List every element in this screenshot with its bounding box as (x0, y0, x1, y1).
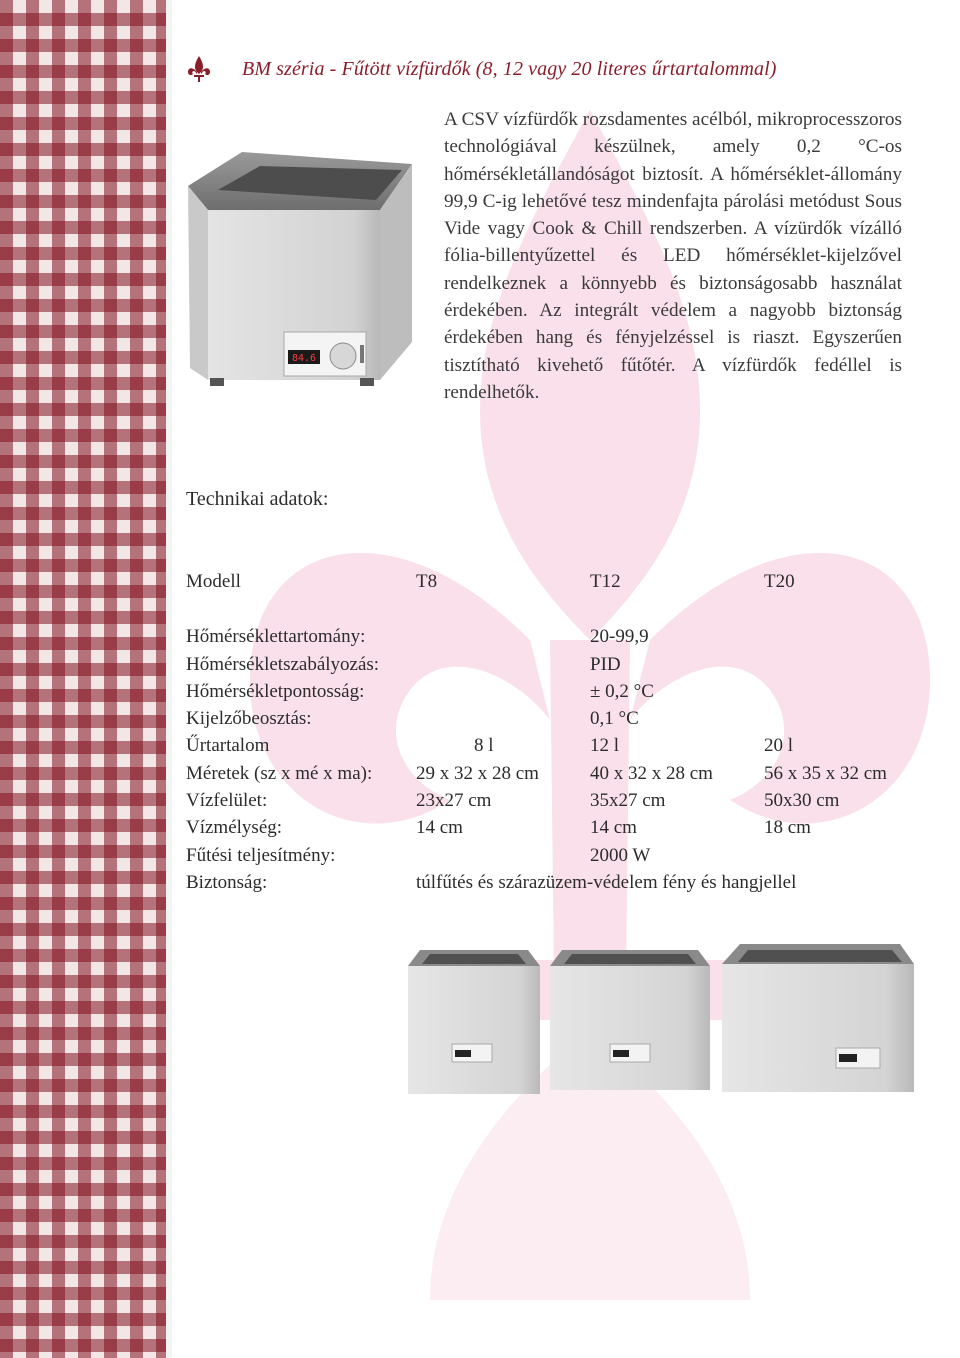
spec-row-temp-control (186, 651, 906, 678)
spec-row-model (186, 568, 906, 595)
spec-value-t12: 14 cm (590, 817, 637, 839)
spec-row-heating-power (186, 842, 906, 869)
spec-model-t12: T12 (590, 571, 621, 592)
spec-label: Biztonság: (186, 871, 268, 893)
spec-row-safety (186, 869, 906, 896)
spec-row-water-surface (186, 787, 906, 814)
spec-label: Űrtartalom (186, 735, 270, 757)
fleur-de-lis-icon (188, 55, 210, 83)
spec-value: 2000 W (590, 844, 651, 866)
spec-value-t8: 29 x 32 x 28 cm (416, 762, 539, 784)
spec-value-t12: 40 x 32 x 28 cm (590, 762, 713, 784)
spec-row-temp-range (186, 623, 906, 650)
spec-value-t20: 20 l (764, 735, 794, 757)
model-lineup-image (400, 940, 920, 1100)
display-readout: 84.6 (291, 353, 317, 364)
spec-value-t8: 23x27 cm (416, 790, 492, 812)
gingham-border (0, 0, 172, 1358)
spec-row-temp-accuracy (186, 678, 906, 705)
spec-value: túlfűtés és szárazüzem-védelem fény és hangjellel (416, 871, 797, 893)
spec-label: Kijelzőbeosztás: (186, 708, 312, 730)
spec-row-dimensions (186, 760, 906, 787)
water-bath-t12-image (550, 950, 710, 1090)
spec-label: Méretek (sz x mé x ma): (186, 762, 373, 784)
spec-model-t8: T8 (416, 571, 438, 592)
spec-value-t20: 56 x 35 x 32 cm (764, 762, 887, 784)
spec-value-t12: 35x27 cm (590, 790, 666, 812)
spec-label: Hőmérsékletpontosság: (186, 680, 365, 702)
header-title: BM széria - Fűtött vízfürdők (8, 12 vagy 20 literes űrtartalommal) (242, 57, 777, 80)
water-bath-t8-image (408, 950, 540, 1094)
spec-row-capacity (186, 732, 906, 759)
spec-value-t12: 12 l (590, 735, 620, 757)
water-bath-product-image (180, 130, 425, 392)
spec-value: 0,1 °C (590, 708, 639, 730)
spec-value: ± 0,2 °C (590, 680, 654, 702)
spec-label: Hőmérséklettartomány: (186, 626, 366, 648)
border-edge (166, 0, 172, 1358)
section-header (188, 54, 928, 84)
tech-data-label: Technikai adatok: (186, 488, 329, 510)
spec-label: Fűtési teljesítmény: (186, 844, 336, 866)
spec-value-t20: 18 cm (764, 817, 811, 839)
spec-label: Hőmérsékletszabályozás: (186, 653, 380, 675)
spec-table (186, 568, 906, 896)
spec-value-t8: 14 cm (416, 817, 463, 839)
spec-value: 20-99,9 (590, 626, 649, 648)
water-bath-t20-image (722, 944, 914, 1092)
spec-value-t20: 50x30 cm (764, 790, 840, 812)
spec-label: Modell (186, 571, 241, 592)
spec-row-water-depth (186, 814, 906, 841)
spec-value: PID (590, 653, 621, 675)
spec-model-t20: T20 (764, 571, 795, 592)
product-description: A CSV vízfürdők rozsdamentes acélból, mikroprocesszoros technológiával készülnek, amely 0,2 °C-os hőmérsékletállandóságot biztosít. A hőmérséklet-állomány 99,9 C-ig lehetővé tesz mindenfajta párolási metódust Sous Vide vagy Cook & Chill rendszerben. A vízürdők vízálló fólia-billentyűzettel és LED hőmérséklet-kijelzővel rendelkeznek a könnyebb és biztonságosabb használat érdekében. Az integrált védelem a nagyobb biztonság érdekében hang és fényjelzéssel is riaszt. Egyszerűen tisztítható kivehető fűtőtér. A vízfürdők fedéllel is rendelhetők. (444, 109, 902, 403)
spec-value-t8: 8 l (474, 735, 494, 757)
spec-row-display-resolution (186, 705, 906, 732)
spec-label: Vízmélység: (186, 817, 283, 839)
spec-label: Vízfelület: (186, 790, 268, 812)
